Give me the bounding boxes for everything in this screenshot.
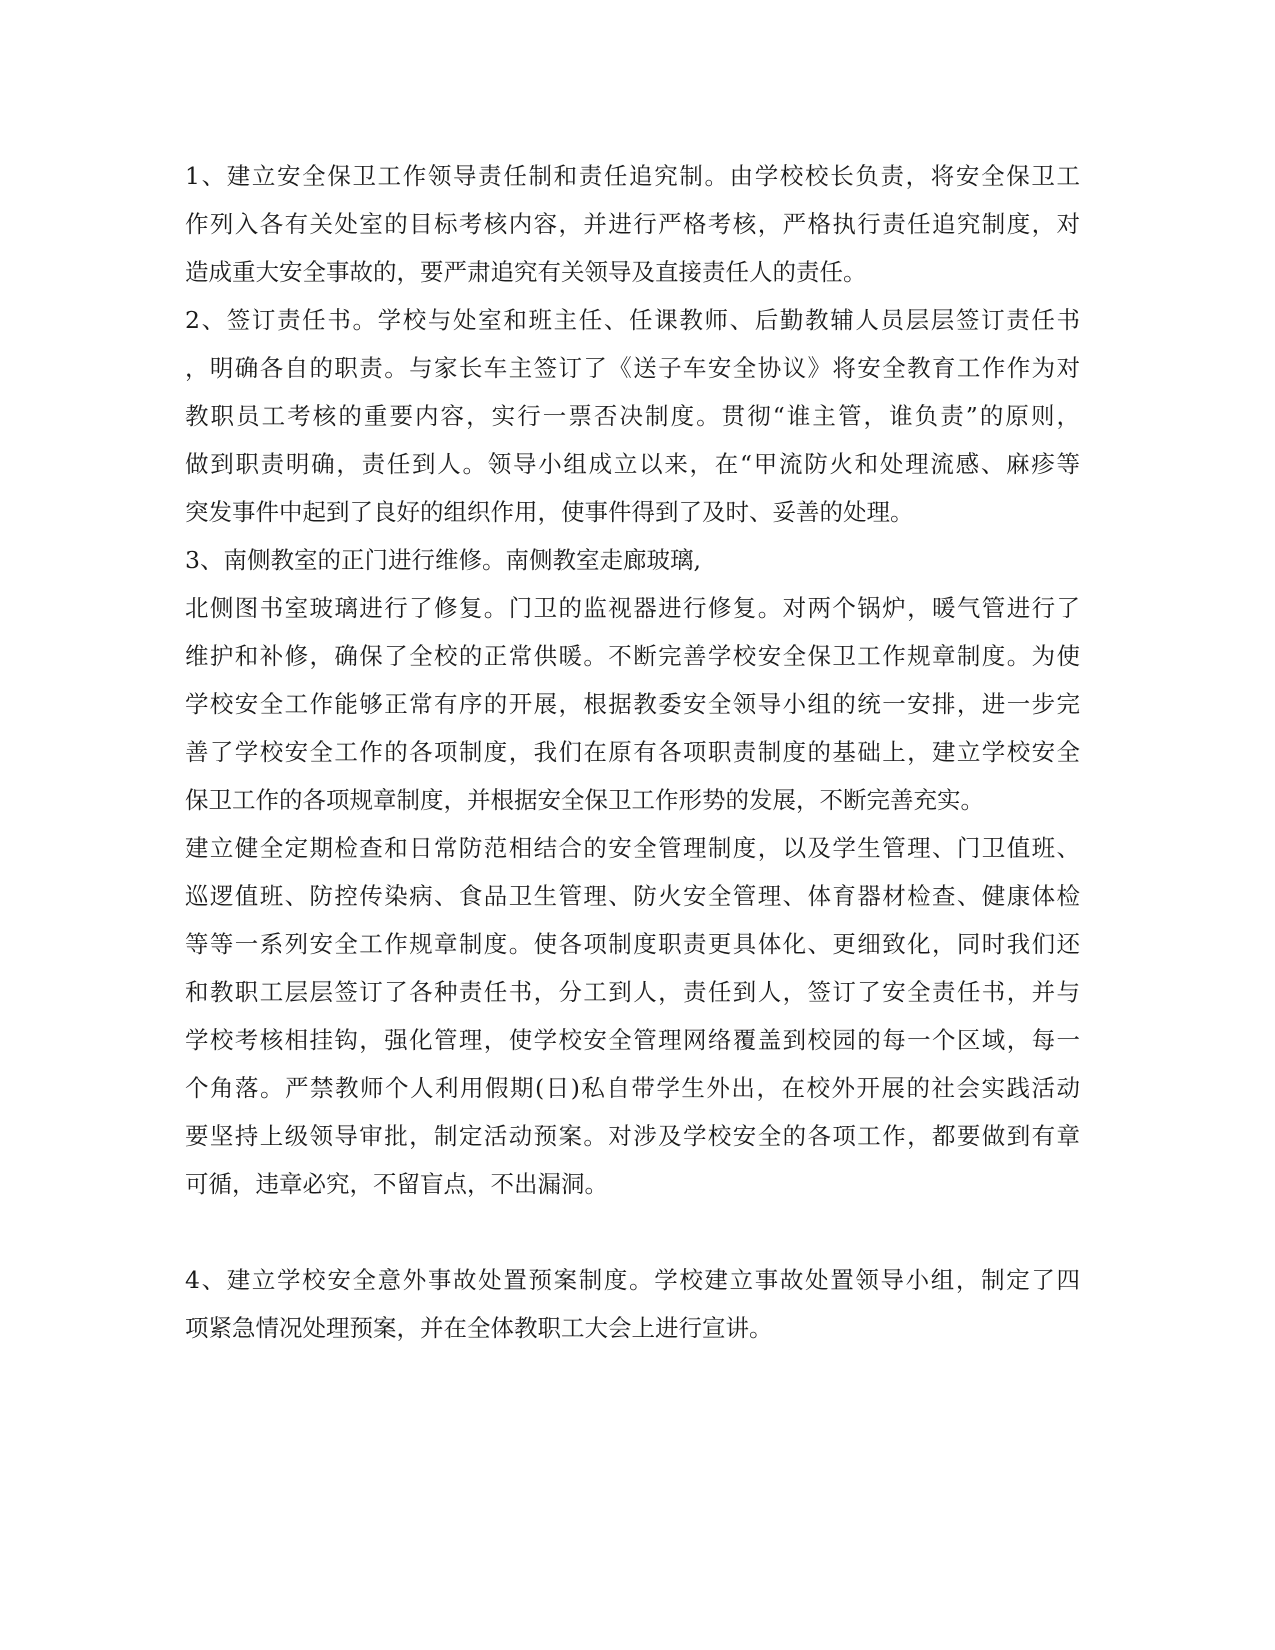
text-line: 维护和补修，确保了全校的正常供暖。不断完善学校安全保卫工作规章制度。为使 [185, 642, 1080, 670]
text-line: 和教职工层层签订了各种责任书，分工到人，责任到人，签订了安全责任书，并与 [185, 978, 1080, 1006]
document-body [185, 152, 1080, 1352]
text-line: 造成重大安全事故的，要严肃追究有关领导及直接责任人的责任。 [185, 258, 867, 286]
text-line: ，明确各自的职责。与家长车主签订了《送子车安全协议》将安全教育工作作为对 [185, 354, 1080, 382]
text-line: 保卫工作的各项规章制度，并根据安全保卫工作形势的发展，不断完善充实。 [185, 786, 984, 814]
text-line: 教职员工考核的重要内容，实行一票否决制度。贯彻“谁主管，谁负责”的原则， [185, 402, 1080, 430]
text-line: 巡逻值班、防控传染病、食品卫生管理、防火安全管理、体育器材检查、健康体检 [185, 882, 1080, 910]
text-line: 等等一系列安全工作规章制度。使各项制度职责更具体化、更细致化，同时我们还 [185, 930, 1080, 958]
paragraph-gap [185, 1208, 1080, 1256]
text-line: 善了学校安全工作的各项制度，我们在原有各项职责制度的基础上，建立学校安全 [185, 738, 1080, 766]
text-line: 要坚持上级领导审批，制定活动预案。对涉及学校安全的各项工作，都要做到有章 [185, 1122, 1080, 1150]
text-line: 学校安全工作能够正常有序的开展，根据教委安全领导小组的统一安排，进一步完 [185, 690, 1080, 718]
text-line: 可循，违章必究，不留盲点，不出漏洞。 [185, 1170, 608, 1198]
text-line: 2、签订责任书。学校与处室和班主任、任课教师、后勤教辅人员层层签订责任书 [185, 306, 1080, 334]
text-line: 4、建立学校安全意外事故处置预案制度。学校建立事故处置领导小组，制定了四 [185, 1266, 1080, 1294]
text-line: 建立健全定期检查和日常防范相结合的安全管理制度，以及学生管理、门卫值班、 [185, 834, 1080, 862]
text-line: 作列入各有关处室的目标考核内容，并进行严格考核，严格执行责任追究制度，对 [185, 210, 1080, 238]
text-line: 北侧图书室玻璃进行了修复。门卫的监视器进行修复。对两个锅炉，暖气管进行了 [185, 594, 1080, 622]
text-line: 突发事件中起到了良好的组织作用，使事件得到了及时、妥善的处理。 [185, 498, 914, 526]
text-line: 学校考核相挂钩，强化管理，使学校安全管理网络覆盖到校园的每一个区域，每一 [185, 1026, 1080, 1054]
text-line: 个角落。严禁教师个人利用假期(日)私自带学生外出，在校外开展的社会实践活动 [185, 1074, 1080, 1102]
text-line: 项紧急情况处理预案，并在全体教职工大会上进行宣讲。 [185, 1314, 773, 1342]
text-line: 做到职责明确，责任到人。领导小组成立以来，在“甲流防火和处理流感、麻疹等 [185, 450, 1080, 478]
text-line: 1、建立安全保卫工作领导责任制和责任追究制。由学校校长负责，将安全保卫工 [185, 162, 1080, 190]
text-line: 3、南侧教室的正门进行维修。南侧教室走廊玻璃, [185, 546, 701, 574]
